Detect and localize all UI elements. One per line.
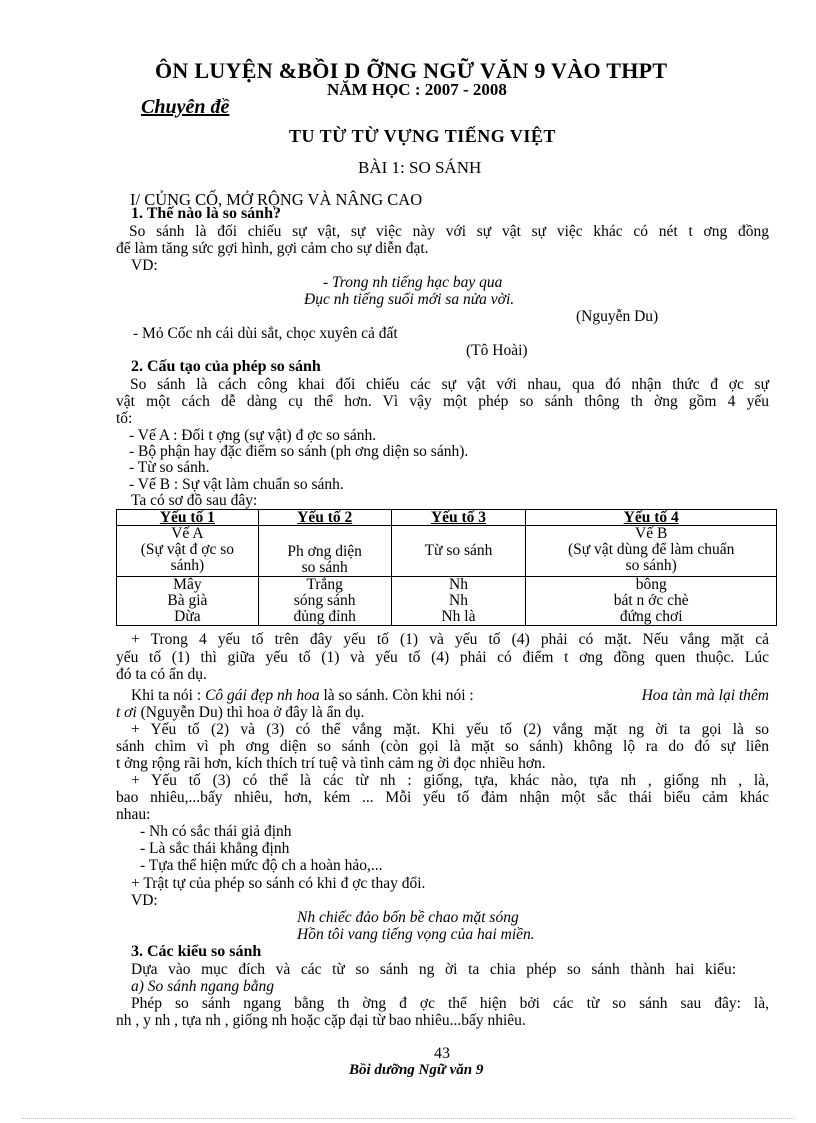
example-span: Hoa tàn mà lại thêm xyxy=(641,687,769,704)
schema-intro: Ta có sơ đồ sau đây: xyxy=(131,492,258,509)
list-item: - Vế B : Sự vật làm chuẩn so sánh. xyxy=(129,476,344,493)
school-year: NĂM HỌC : 2007 - 2008 xyxy=(327,80,507,99)
paragraph-line: So sánh là đối chiếu sự vật, sự việc này với sự vật sự việc khác có nét t ơng đồng xyxy=(129,223,769,240)
comparison-schema-table xyxy=(116,509,777,626)
subsection-label: a) So sánh ngang bằng xyxy=(131,978,274,995)
paragraph-line: nhau: xyxy=(116,806,151,823)
subsection-heading: 3. Các kiểu so sánh xyxy=(131,943,262,960)
table-header: Yếu tố 2 xyxy=(258,510,391,526)
paragraph-line: yếu tố (1) thì giữa yếu tố (1) và yếu tố (4) phải có điểm t ơng đồng quen thuộc. Lúc xyxy=(116,649,769,666)
paragraph-line: + Trật tự của phép so sánh có khi đ ợc thay đổi. xyxy=(131,875,426,892)
list-item: - Từ so sánh. xyxy=(129,459,210,476)
footer-text: Bồi dưỡng Ngữ văn 9 xyxy=(349,1062,484,1078)
table-cell: Vế B (Sự vật dùng để làm chuẩn so sánh) xyxy=(526,526,777,577)
section-heading: I/ CỦNG CỐ, MỞ RỘNG VÀ NÂNG CAO xyxy=(130,190,423,209)
paragraph-line: tố: xyxy=(116,410,133,427)
lesson-title: BÀI 1: SO SÁNH xyxy=(358,158,482,177)
paragraph-line: + Yếu tố (3) có thể là các từ nh : giống, tựa, khác nào, tựa nh , giống nh , là, xyxy=(131,772,769,789)
table-header: Yếu tố 1 xyxy=(117,510,259,526)
page-number: 43 xyxy=(434,1045,450,1062)
table-row xyxy=(117,526,777,577)
example-author: (Tô Hoài) xyxy=(466,342,528,359)
paragraph-line: t ởng rộng rãi hơn, kích thích trí tuệ và tình cảm ng ời đọc nhiều hơn. xyxy=(116,755,546,772)
paragraph-line: sánh chìm vì ph ơng diện so sánh (còn gọi là mặt so sánh) không lộ ra do đó sự liên xyxy=(116,738,769,755)
poem-line: Nh chiếc đảo bốn bề chao mặt sóng xyxy=(297,909,519,926)
table-row xyxy=(117,577,777,626)
table-header: Yếu tố 3 xyxy=(391,510,526,526)
text-span: Khi ta nói : xyxy=(131,687,206,704)
paragraph-line: vật một cách dễ dàng cụ thể hơn. Vì vậy một phép so sánh thông th ờng gồm 4 yếu xyxy=(116,393,769,410)
bullet-item: - Tựa thể hiện mức độ ch a hoàn hảo,... xyxy=(140,857,383,874)
paragraph-line: + Trong 4 yếu tố trên đây yếu tố (1) và yếu tố (4) phải có mặt. Nếu vắng mặt cả xyxy=(131,631,769,648)
table-header-row xyxy=(117,510,777,526)
table-cell: Nh Nh Nh là xyxy=(391,577,526,626)
example-line: - Mỏ Cốc nh cái dùi sắt, chọc xuyên cả đất xyxy=(133,325,398,342)
table-header: Yếu tố 4 xyxy=(526,510,777,526)
paragraph-line: Dựa vào mục đích và các từ so sánh ng ời ta chia phép so sánh thành hai kiểu: xyxy=(131,961,736,978)
example-span: Cô gái đẹp nh hoa xyxy=(205,687,320,704)
table-cell: Vế A (Sự vật đ ợc so sánh) xyxy=(117,526,259,577)
page-bottom-divider xyxy=(22,1118,794,1119)
paragraph-line: + Yếu tố (2) và (3) có thể vắng mặt. Khi yếu tố (2) vắng mặt ng ời ta gọi là so xyxy=(131,721,769,738)
list-item: - Vế A : Đối t ợng (sự vật) đ ợc so sánh. xyxy=(129,427,377,444)
poem-line: Đục nh tiếng suối mới sa nửa vời. xyxy=(304,291,515,308)
subsection-heading: 1. Thế nào là so sánh? xyxy=(131,205,281,222)
example-span: t ơi xyxy=(116,704,137,721)
topic-title: TU TỪ TỪ VỰNG TIẾNG VIỆT xyxy=(289,126,556,146)
poem-author: (Nguyễn Du) xyxy=(576,308,659,325)
bullet-item: - Là sắc thái khẳng định xyxy=(140,840,290,857)
document-title: ÔN LUYỆN &BỒI D ỠNG NGỮ VĂN 9 VÀO THPT xyxy=(155,58,668,83)
table-cell: Mây Bà già Dừa xyxy=(117,577,259,626)
paragraph-line: Phép so sánh ngang bằng th ờng đ ợc thể hiện bởi các từ so sánh sau đây: là, xyxy=(131,995,769,1012)
example-label: VD: xyxy=(131,257,158,274)
paragraph-line: nh , y nh , tựa nh , giống nh hoặc cặp đại từ bao nhiêu...bấy nhiêu. xyxy=(116,1012,526,1029)
table-cell: Trắng sóng sánh đủng đỉnh xyxy=(258,577,391,626)
text-span: (Nguyễn Du) thì hoa ở đây là ẩn dụ. xyxy=(136,704,365,721)
table-cell: Từ so sánh xyxy=(391,526,526,577)
paragraph-line xyxy=(131,687,769,704)
subsection-heading: 2. Cấu tạo của phép so sánh xyxy=(131,358,321,375)
chuyen-de-label: Chuyên đề xyxy=(141,96,230,118)
example-label: VD: xyxy=(131,892,158,909)
paragraph-line xyxy=(116,704,365,721)
poem-line: Hồn tôi vang tiếng vọng của hai miền. xyxy=(297,926,535,943)
paragraph-line: để làm tăng sức gợi hình, gợi cảm cho sự diễn đạt. xyxy=(116,240,429,257)
poem-line: - Trong nh tiếng hạc bay qua xyxy=(323,274,503,291)
paragraph-line: bao nhiêu,...bấy nhiêu, hơn, kém ... Mỗi yếu tố đảm nhận một sắc thái biểu cảm khác xyxy=(116,789,769,806)
table-cell: bông bát n ớc chè đứng chơi xyxy=(526,577,777,626)
table-cell: Ph ơng diện so sánh xyxy=(258,526,391,577)
bullet-item: - Nh có sắc thái giả định xyxy=(140,823,292,840)
text-span: là so sánh. Còn khi nói : xyxy=(319,687,474,704)
paragraph-line: So sánh là cách công khai đối chiếu các sự vật với nhau, qua đó nhận thức đ ợc sự xyxy=(130,376,769,393)
paragraph-line: đó ta có ẩn dụ. xyxy=(116,666,207,683)
list-item: - Bộ phận hay đặc điểm so sánh (ph ơng diện so sánh). xyxy=(129,443,469,460)
